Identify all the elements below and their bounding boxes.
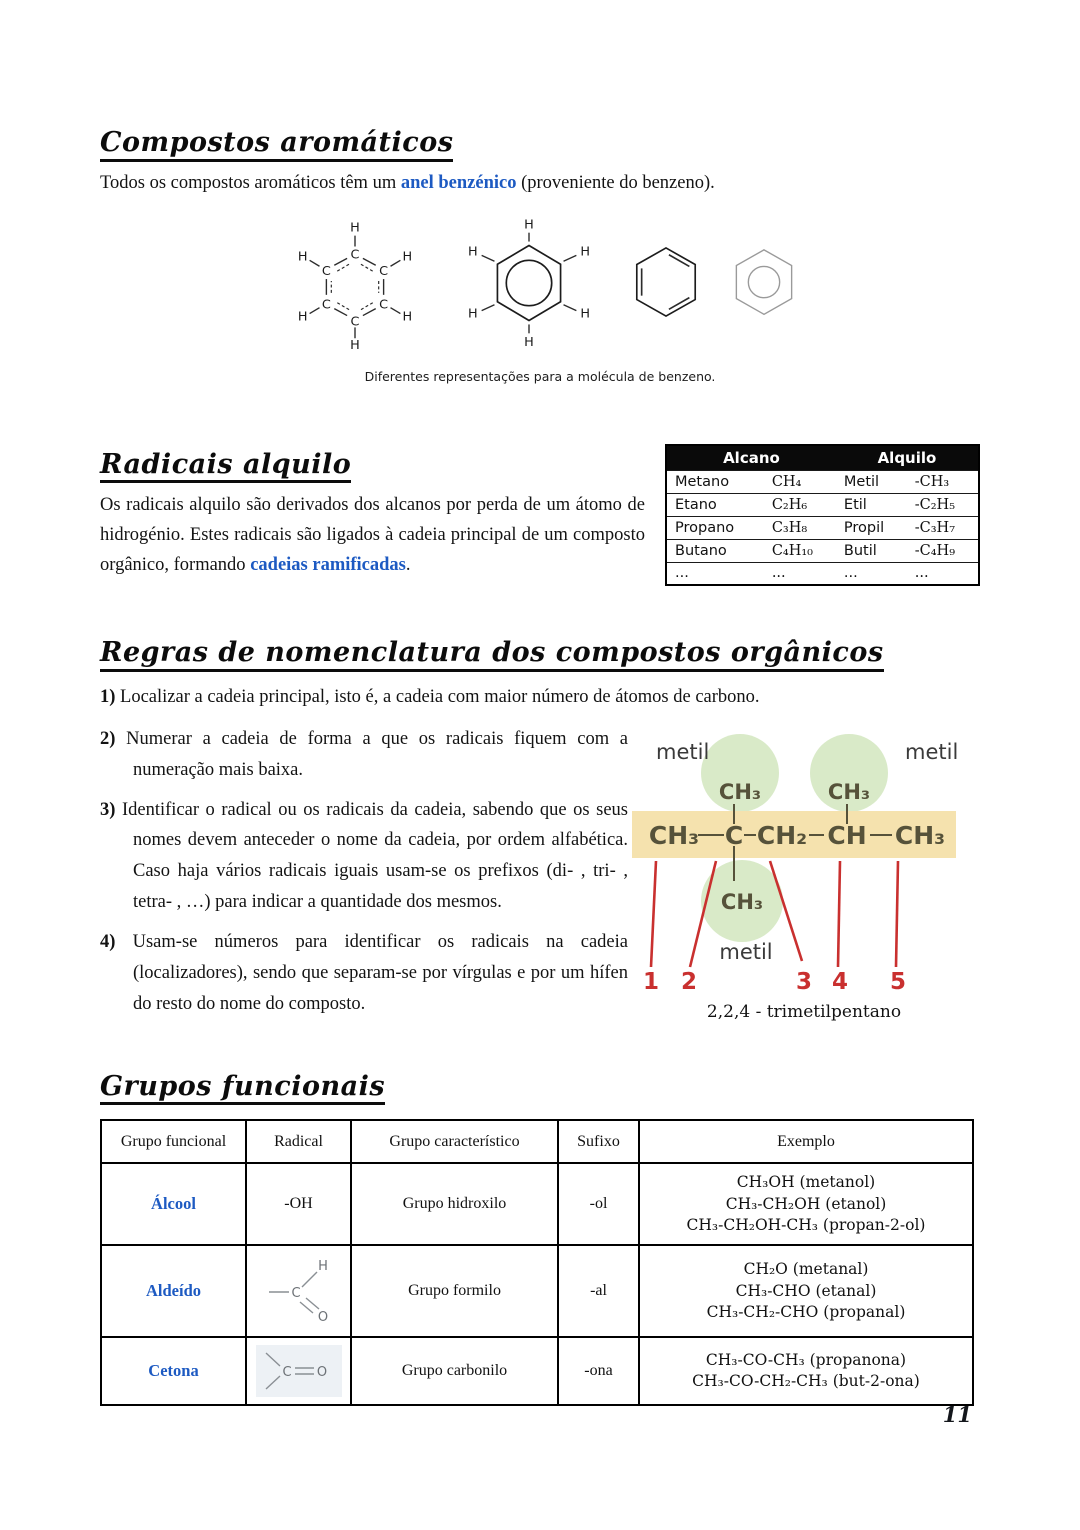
- chain-ch-4: CH: [827, 820, 867, 850]
- group-name-aldeido: Aldeído: [145, 1281, 201, 1301]
- radicais-text-prefix: Os radicais alquilo são derivados dos alcanos por perda de um átomo de hidrogénio. Estes radicais são ligados à cadeia principal de um composto orgânico, formando: [100, 495, 645, 576]
- alkane-name-cell: Propil: [836, 516, 907, 539]
- formula-cell: -C₃H₇: [907, 516, 979, 539]
- rule-number: 3): [100, 799, 116, 820]
- rule-item-2: [100, 724, 628, 786]
- oxygen-atom-label: O: [317, 1310, 328, 1325]
- radical-carbonilo-cell: [246, 1337, 351, 1405]
- section-radicais-alquilo: [100, 450, 980, 587]
- example-line: CH₃OH (metanol): [736, 1172, 876, 1191]
- chain-ch3-5: CH₃: [894, 820, 946, 850]
- exemplos-alcool-cell: [639, 1163, 973, 1245]
- hydrogen-atom-label: H: [467, 244, 478, 260]
- alcano-table-row: [666, 470, 979, 493]
- alcano-header-row: [666, 445, 979, 471]
- carbon-atom-label: C: [350, 246, 360, 262]
- table-row-alcool: [101, 1163, 973, 1245]
- carbon-atom-label: C: [321, 263, 331, 279]
- alcano-alquilo-table: [665, 444, 980, 587]
- trimetilpentano-numbering-diagram: [628, 731, 980, 993]
- metil-label-top-left: metil: [656, 739, 710, 764]
- benzene-structure-kekule-skeletal-diagram: [629, 242, 703, 324]
- rule-number: 4): [100, 932, 116, 953]
- alkane-name-cell: Butil: [836, 539, 907, 562]
- alkane-name-cell: Metil: [836, 470, 907, 493]
- radical-formilo-cell: [246, 1245, 351, 1337]
- hydrogen-atom-label: H: [317, 1259, 328, 1275]
- formula-cell: -C₂H₅: [907, 493, 979, 516]
- locant-number-2: 2: [680, 968, 698, 993]
- alcano-table-body: [666, 470, 979, 585]
- header-sufixo: Sufixo: [558, 1120, 639, 1163]
- rule-item-3: [100, 795, 628, 919]
- rule-text: Usam-se números para identificar os radicais na cadeia (localizadores), sendo que separam-se por vírgulas e por um hífen do resto do nome do composto.: [132, 932, 628, 1014]
- alkane-name-cell: ...: [666, 562, 764, 585]
- benzene-structure-kekule-atoms-diagram: [281, 213, 429, 353]
- example-line: CH₃-CH₂OH-CH₃ (propan-2-ol): [686, 1216, 926, 1235]
- alcano-alquilo-table-wrap: [665, 444, 980, 587]
- rules-left-column: [100, 715, 628, 1022]
- aromaticos-intro-paragraph: [100, 169, 980, 199]
- benzene-representations-figure: [100, 213, 980, 384]
- rule-number: 2): [100, 728, 116, 749]
- group-name-cetona: Cetona: [148, 1361, 199, 1381]
- chain-ch3-1: CH₃: [648, 820, 700, 850]
- metil-label-bottom: metil: [719, 939, 773, 964]
- rule-text: Localizar a cadeia principal, isto é, a cadeia com maior número de átomos de carbono.: [120, 686, 760, 707]
- rules-two-columns: [100, 715, 980, 1022]
- exemplos-aldeido-cell: [639, 1245, 973, 1337]
- example-line: CH₃-CH₂-CHO (propanal): [706, 1303, 906, 1322]
- chain-ch2-3: CH₂: [756, 820, 808, 850]
- locant-number-5: 5: [889, 968, 907, 993]
- section-title-radicais-alquilo: Radicais alquilo: [100, 450, 351, 484]
- radicais-text-suffix: .: [405, 555, 411, 576]
- hydrogen-atom-label: H: [467, 306, 478, 322]
- alkane-name-cell: Butano: [666, 539, 764, 562]
- example-line: CH₃-CH₂OH (etanol): [725, 1194, 887, 1213]
- grupos-funcionais-table: [100, 1119, 974, 1406]
- metil-label-top-right: metil: [905, 739, 959, 764]
- rule-item-4: [100, 927, 628, 1020]
- benzene-structures-row: [100, 213, 980, 353]
- grupo-carbonilo-cell: Grupo carbonilo: [351, 1337, 558, 1405]
- sufixo-ona-cell: -ona: [558, 1337, 639, 1405]
- section-title-compostos-aromaticos: Compostos aromáticos: [100, 128, 453, 162]
- locant-number-3: 3: [795, 968, 813, 993]
- carbon-atom-label: C: [350, 314, 360, 330]
- table-row-cetona: [101, 1337, 973, 1405]
- example-line: CH₂O (metanal): [743, 1259, 869, 1278]
- carbon-atom-label: C: [379, 297, 389, 313]
- alkane-name-cell: Metano: [666, 470, 764, 493]
- page-number: 11: [942, 1402, 972, 1427]
- carbon-atom-label: C: [290, 1286, 301, 1302]
- formula-cell: C₄H₁₀: [764, 539, 836, 562]
- anel-benzenico-highlight: anel benzénico: [400, 172, 517, 193]
- formula-cell: C₃H₈: [764, 516, 836, 539]
- substituent-ch3-bottom: CH₃: [720, 889, 764, 914]
- alcano-table-row: [666, 516, 979, 539]
- section-title-regras: Regras de nomenclatura dos compostos orgânicos: [100, 638, 884, 672]
- example-line: CH₃-CO-CH₃ (propanona): [705, 1350, 907, 1369]
- rule-text: Identificar o radical ou os radicais da cadeia, sabendo que os seus nomes devem anteceder o nome da cadeia, por ordem alfabética. Caso haja vários radicais iguais usam-se os prefixos (di- , tri- , tetra- , …) para indicar a quantidade dos mesmos.: [121, 799, 629, 913]
- hydrogen-atom-label: H: [524, 217, 534, 233]
- hydrogen-atom-label: H: [402, 309, 413, 325]
- radicais-text-column: [100, 450, 645, 587]
- cadeias-ramificadas-highlight: cadeias ramificadas: [250, 555, 406, 576]
- header-grupo-funcional: Grupo funcional: [101, 1120, 246, 1163]
- substituent-ch3-top-right: CH₃: [827, 779, 871, 804]
- alkane-name-cell: Etil: [836, 493, 907, 516]
- rule-number: 1): [100, 686, 116, 707]
- formula-cell: ...: [907, 562, 979, 585]
- formula-cell: C₂H₆: [764, 493, 836, 516]
- oxygen-atom-label: O: [316, 1365, 327, 1381]
- formyl-group-structure-diagram: [263, 1258, 335, 1324]
- hydrogen-atom-label: H: [580, 306, 591, 322]
- radicais-paragraph: [100, 491, 645, 581]
- formula-cell: CH₄: [764, 470, 836, 493]
- benzene-structure-circle-hydrogens-diagram: [455, 213, 603, 353]
- hydrogen-atom-label: H: [350, 337, 360, 353]
- hydrogen-atom-label: H: [297, 248, 308, 264]
- rule-text: Numerar a cadeia de forma a que os radicais fiquem com a numeração mais baixa.: [126, 728, 628, 780]
- alcano-table-row: [666, 539, 979, 562]
- intro-text-prefix: Todos os compostos aromáticos têm um: [100, 172, 401, 193]
- locant-number-1: 1: [642, 968, 660, 993]
- sufixo-ol-cell: -ol: [558, 1163, 639, 1245]
- section-regras-nomenclatura: [100, 638, 980, 1022]
- carbonyl-group-structure-diagram: [256, 1345, 342, 1397]
- substituent-ch3-top-left: CH₃: [718, 779, 762, 804]
- header-grupo-caracteristico: Grupo característico: [351, 1120, 558, 1163]
- grupo-hidroxilo-cell: Grupo hidroxilo: [351, 1163, 558, 1245]
- trimetilpentano-diagram-column: [628, 731, 980, 1022]
- section-title-grupos-funcionais: Grupos funcionais: [100, 1072, 385, 1106]
- rule-item-1: [100, 682, 980, 713]
- example-line: CH₃-CHO (etanal): [735, 1281, 877, 1300]
- grupo-formilo-cell: Grupo formilo: [351, 1245, 558, 1337]
- intro-text-suffix: (proveniente do benzeno).: [516, 172, 715, 193]
- alcano-header: Alcano: [666, 445, 836, 471]
- alquilo-header: Alquilo: [836, 445, 979, 471]
- table-row-aldeido: [101, 1245, 973, 1337]
- hydrogen-atom-label: H: [524, 334, 534, 350]
- carbon-atom-label: C: [379, 263, 389, 279]
- hydrogen-atom-label: H: [350, 220, 360, 236]
- alcano-table-row: [666, 493, 979, 516]
- section-compostos-aromaticos: [100, 128, 980, 384]
- radical-oh: -OH: [284, 1195, 313, 1213]
- alkane-name-cell: Etano: [666, 493, 764, 516]
- group-name-alcool: Álcool: [151, 1194, 196, 1214]
- exemplos-cetona-cell: [639, 1337, 973, 1405]
- grupos-header-row: [101, 1120, 973, 1163]
- carbon-atom-label: C: [321, 297, 331, 313]
- header-exemplo: Exemplo: [639, 1120, 973, 1163]
- hydrogen-atom-label: H: [580, 244, 591, 260]
- header-radical: Radical: [246, 1120, 351, 1163]
- formula-cell: -CH₃: [907, 470, 979, 493]
- benzene-structure-circle-skeletal-diagram: [729, 244, 799, 322]
- alcano-table-row: [666, 562, 979, 585]
- formula-cell: -C₄H₉: [907, 539, 979, 562]
- section-grupos-funcionais: [100, 1072, 980, 1407]
- formula-cell: ...: [764, 562, 836, 585]
- hydrogen-atom-label: H: [297, 309, 308, 325]
- benzene-figure-caption: Diferentes representações para a molécula de benzeno.: [364, 368, 716, 384]
- chain-c-2: C: [724, 820, 744, 850]
- rules-list: [100, 682, 980, 1022]
- hydrogen-atom-label: H: [402, 248, 413, 264]
- alkane-name-cell: ...: [836, 562, 907, 585]
- sufixo-al-cell: -al: [558, 1245, 639, 1337]
- alkane-name-cell: Propano: [666, 516, 764, 539]
- carbon-atom-label: C: [281, 1365, 292, 1381]
- locant-number-4: 4: [831, 968, 849, 993]
- trimetilpentano-caption: 2,2,4 - trimetilpentano: [706, 1001, 902, 1022]
- example-line: CH₃-CO-CH₂-CH₃ (but-2-ona): [692, 1372, 920, 1391]
